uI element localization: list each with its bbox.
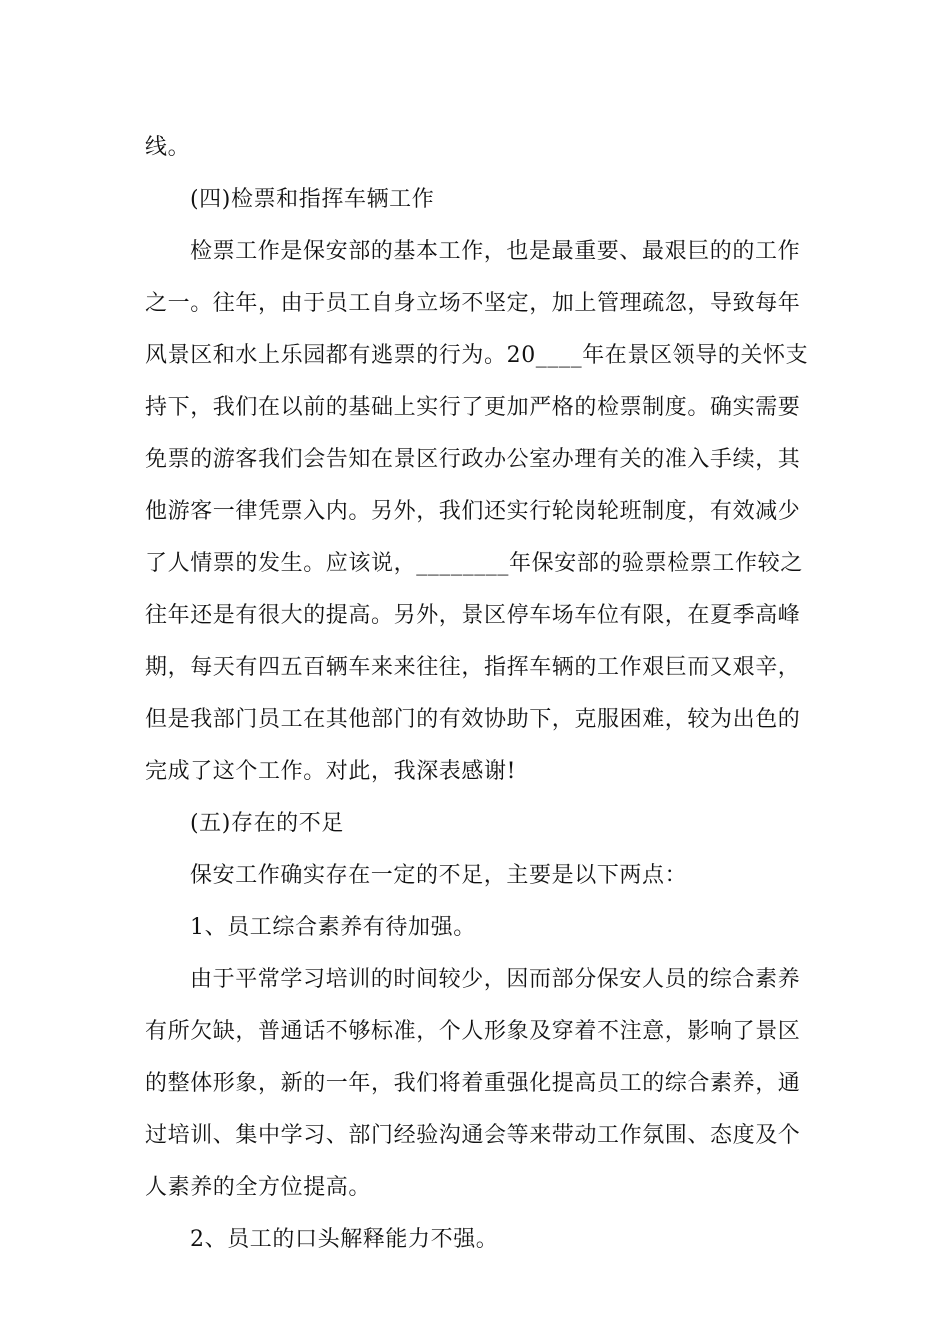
text-line: 期，每天有四五百辆车来来往往，指挥车辆的工作艰巨而又艰辛， bbox=[145, 655, 801, 680]
list-item: 1、员工综合素养有待加强。 bbox=[190, 915, 476, 940]
text-line: 之一。往年，由于员工自身立场不坚定，加上管理疏忽，导致每年 bbox=[145, 291, 801, 316]
section-heading: (四)检票和指挥车辆工作 bbox=[190, 187, 435, 212]
text-line: 了人情票的发生。应该说，________年保安部的验票检票工作较之 bbox=[145, 551, 803, 576]
text-line: 但是我部门员工在其他部门的有效协助下，克服困难，较为出色的 bbox=[145, 707, 801, 732]
text-line: 人素养的全方位提高。 bbox=[145, 1175, 372, 1200]
text-line: 免票的游客我们会告知在景区行政办公室办理有关的准入手续，其 bbox=[145, 447, 801, 472]
text-line: 有所欠缺，普通话不够标准，个人形象及穿着不注意，影响了景区 bbox=[145, 1019, 801, 1044]
text-line: 由于平常学习培训的时间较少，因而部分保安人员的综合素养 bbox=[190, 967, 801, 992]
text-line: 检票工作是保安部的基本工作，也是最重要、最艰巨的的工作 bbox=[190, 239, 801, 264]
text-line: 持下，我们在以前的基础上实行了更加严格的检票制度。确实需要 bbox=[145, 395, 801, 420]
text-line: 完成了这个工作。对此，我深表感谢! bbox=[145, 759, 517, 784]
section-heading: (五)存在的不足 bbox=[190, 811, 344, 836]
text-line: 往年还是有很大的提高。另外，景区停车场车位有限，在夏季高峰 bbox=[145, 603, 801, 628]
list-item: 2、员工的口头解释能力不强。 bbox=[190, 1227, 499, 1252]
text-line: 线。 bbox=[145, 135, 191, 160]
text-line: 保安工作确实存在一定的不足，主要是以下两点： bbox=[190, 863, 688, 888]
text-line: 的整体形象，新的一年，我们将着重强化提高员工的综合素养，通 bbox=[145, 1071, 801, 1096]
text-line: 他游客一律凭票入内。另外，我们还实行轮岗轮班制度，有效减少 bbox=[145, 499, 801, 524]
text-line: 过培训、集中学习、部门经验沟通会等来带动工作氛围、态度及个 bbox=[145, 1123, 801, 1148]
text-line: 风景区和水上乐园都有逃票的行为。20____年在景区领导的关怀支 bbox=[145, 343, 809, 368]
